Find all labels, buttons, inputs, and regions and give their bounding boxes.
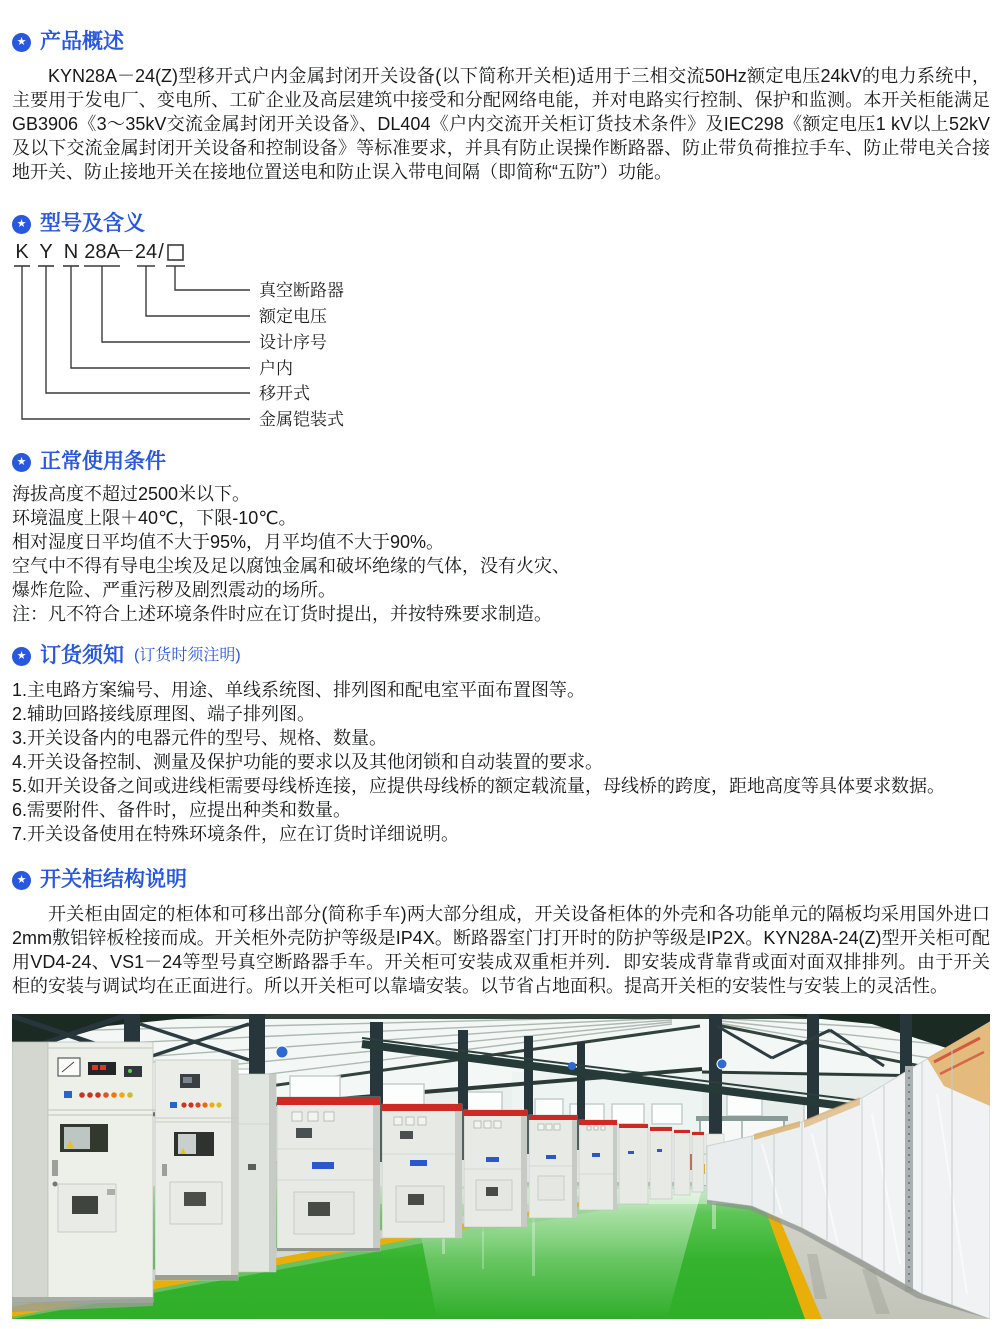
condition-line: 环境温度上限＋40℃，下限-10℃。 xyxy=(12,508,297,528)
section-bullet-icon xyxy=(12,33,31,52)
svg-text:N: N xyxy=(63,242,79,263)
svg-text:移开式: 移开式 xyxy=(259,384,310,403)
svg-text:Y: Y xyxy=(39,242,53,263)
svg-text:真空断路器: 真空断路器 xyxy=(259,281,344,300)
photo-front-cabinet-a xyxy=(12,1042,153,1312)
model-code-connector-lines xyxy=(22,266,250,419)
section-title-structure: 开关柜结构说明 xyxy=(40,868,187,891)
condition-line: 空气中不得有导电尘埃及足以腐蚀金属和破坏绝缘的气体，没有火灾、 xyxy=(12,556,570,576)
star-glyph: ★ xyxy=(16,873,27,886)
condition-line: 相对湿度日平均值不大于95%，月平均值不大于90%。 xyxy=(12,532,445,552)
section-header-ordering xyxy=(12,644,990,668)
star-glyph: ★ xyxy=(16,649,27,662)
ordering-list xyxy=(12,678,990,846)
section-title-overview: 产品概述 xyxy=(40,30,124,53)
svg-text:/: / xyxy=(158,242,164,263)
model-code-text xyxy=(15,242,164,263)
ordering-item: 7.开关设备使用在特殊环境条件，应在订货时详细说明。 xyxy=(12,824,460,844)
model-code-diagram xyxy=(12,242,572,434)
section-title-ordering-note: (订货时须注明) xyxy=(134,647,241,664)
condition-line: 爆炸危险、严重污秽及剧烈震动的场所。 xyxy=(12,580,336,600)
star-glyph: ★ xyxy=(16,217,27,230)
model-code-labels xyxy=(259,281,344,429)
svg-text:户内: 户内 xyxy=(259,359,293,378)
section-header-model xyxy=(12,212,990,236)
photo-front-cabinet-b xyxy=(155,1060,238,1280)
svg-text:设计序号: 设计序号 xyxy=(259,333,327,352)
ordering-item: 4.开关设备控制、测量及保护功能的要求以及其他闭锁和自动装置的要求。 xyxy=(12,752,604,772)
section-bullet-icon xyxy=(12,453,31,472)
overview-paragraph: KYN28A－24(Z)型移开式户内金属封闭开关设备(以下简称开关柜)适用于三相交流50Hz额定电压24kV的电力系统中，主要用于发电厂、变电所、工矿企业及高层建筑中接受和分配网络电能，并对电路实行控制、保护和监测。本开关柜能满足GB3906《3～35kV交流金属封闭开关设备》、DL404《户内交流开关柜订货技术条件》及IEC298《额定电压1 kV以上52kV及以下交流金属封闭开关设备和控制设备》等标准要求，并具有防止误操作断路器、防止带负荷推拉手车、防止带电关合接地开关、防止接地开关在接地位置送电和防止误入带电间隔（即简称“五防”）功能。 xyxy=(12,66,990,182)
ordering-item: 5.如开关设备之间或进线柜需要母线桥连接，应提供母线桥的额定载流量，母线桥的跨度，距地高度等具体要求数据。 xyxy=(12,776,946,796)
star-glyph: ★ xyxy=(16,455,27,468)
model-code-placeholder-box xyxy=(168,245,183,260)
section-bullet-icon xyxy=(12,647,31,666)
section-bullet-icon xyxy=(12,215,31,234)
ordering-item: 3.开关设备内的电器元件的型号、规格、数量。 xyxy=(12,728,388,748)
ordering-item: 1.主电路方案编号、用途、单线系统图、排列图和配电室平面布置图等。 xyxy=(12,680,586,700)
photo-partial-cabinet xyxy=(238,1074,276,1272)
svg-text:额定电压: 额定电压 xyxy=(259,307,327,326)
section-bullet-icon xyxy=(12,871,31,890)
svg-text:金属铠装式: 金属铠装式 xyxy=(259,410,344,429)
section-title-ordering: 订货须知 xyxy=(40,644,124,667)
structure-paragraph: 开关柜由固定的柜体和可移出部分(简称手车)两大部分组成，开关设备柜体的外壳和各功能单元的隔板均采用国外进口2mm敷铝锌板栓接而成。开关柜外壳防护等级是IP4X。断路器室门打开时的防护等级是IP2X。KYN28A-24(Z)型开关柜可配用VD4-24、VS1－24等型号真空断路器手车。开关柜可安装成双重柜并列．即安装成背靠背或面对面双排排列。由于开关柜的安装与调试均在正面进行。所以开关柜可以靠墙安装。以节省占地面积。提高开关柜的安装性与安装上的灵活性。 xyxy=(12,904,990,996)
svg-text:24: 24 xyxy=(134,242,158,263)
star-glyph: ★ xyxy=(16,35,27,48)
condition-line: 注：凡不符合上述环境条件时应在订货时提出，并按特殊要求制造。 xyxy=(12,604,552,624)
section-header-conditions xyxy=(12,450,990,474)
svg-text:－: － xyxy=(115,242,135,263)
condition-line: 海拔高度不超过2500米以下。 xyxy=(12,484,251,504)
ordering-item: 2.辅助回路接线原理图、端子排列图。 xyxy=(12,704,316,724)
section-title-model: 型号及含义 xyxy=(40,212,145,235)
svg-text:28A: 28A xyxy=(84,242,120,263)
factory-photo-illustration xyxy=(12,1014,990,1319)
section-header-overview xyxy=(12,30,990,54)
section-header-structure xyxy=(12,868,990,892)
svg-text:K: K xyxy=(15,242,29,263)
ordering-item: 6.需要附件、备件时，应提出种类和数量。 xyxy=(12,800,352,820)
conditions-lines xyxy=(12,482,990,626)
factory-photo xyxy=(12,1014,990,1319)
section-title-conditions: 正常使用条件 xyxy=(40,450,166,473)
